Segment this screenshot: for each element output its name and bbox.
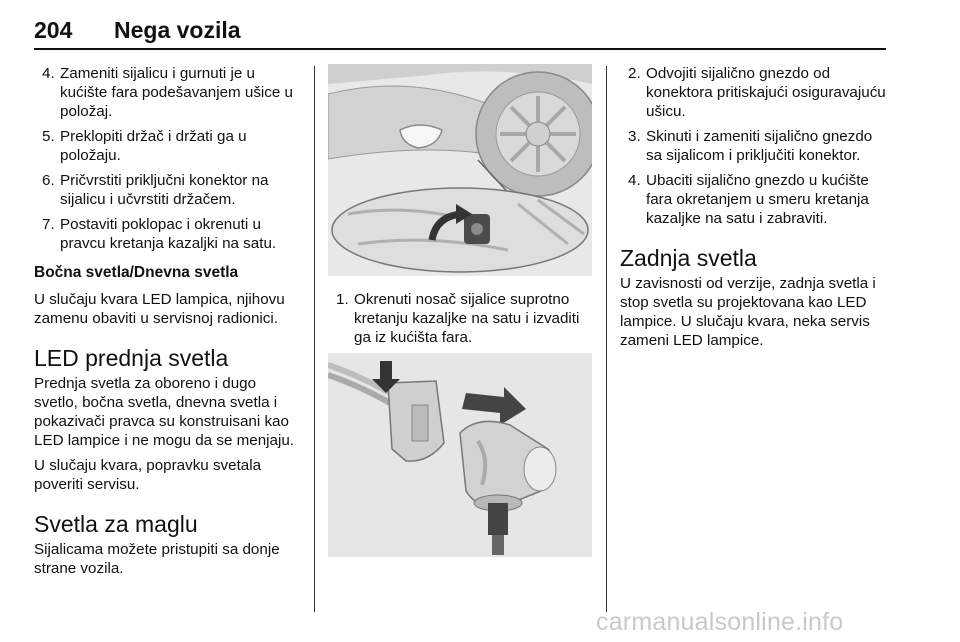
fog-light-access-illustration	[328, 64, 592, 276]
fog-lights-text: Sijalicama možete pristupiti sa donje strane vozila.	[34, 541, 280, 577]
step-item	[34, 127, 302, 165]
step-number: 1.	[336, 291, 349, 308]
step-number: 3.	[628, 128, 641, 145]
step-item	[620, 127, 890, 165]
step-number: 4.	[628, 172, 641, 189]
step-text: Pričvrstiti priključni konektor na sijalicu i učvrstiti držačem.	[60, 172, 269, 208]
steps-list-middle	[328, 290, 592, 347]
step-text: Okrenuti nosač sijalice suprotno kretanju kazaljke na satu i izvaditi ga iz kućišta fara.	[354, 291, 580, 346]
step-number: 5.	[42, 128, 55, 145]
column-divider-right	[606, 66, 607, 612]
bulb-socket-illustration	[328, 353, 592, 557]
step-item	[34, 171, 302, 209]
steps-list-right	[620, 64, 890, 228]
step-item	[34, 64, 302, 121]
steps-list-left	[34, 64, 302, 253]
step-number: 6.	[42, 172, 55, 189]
watermark: carmanualsonline.info	[596, 608, 844, 636]
step-text: Skinuti i zameniti sijalično gnezdo sa sijalicom i priključiti konektor.	[646, 128, 873, 164]
step-text: Ubaciti sijalično gnezdo u kućište fara okretanjem u smeru kretanja kazaljke na satu i zabraviti.	[646, 172, 869, 227]
step-number: 2.	[628, 65, 641, 82]
column-right	[620, 64, 890, 356]
step-text: Preklopiti držač i držati ga u položaju.	[60, 128, 247, 164]
step-item	[34, 215, 302, 253]
page-header	[34, 10, 886, 50]
step-text: Zameniti sijalicu i gurnuti je u kućište fara podešavanjem ušice u položaj.	[60, 65, 294, 120]
step-item	[620, 171, 890, 228]
column-divider-left	[314, 66, 315, 612]
page-title: Nega vozila	[114, 17, 241, 43]
section-title-fog-lights: Svetla za maglu	[34, 511, 198, 537]
led-repair-text: U slučaju kvara, popravku svetala poveriti servisu.	[34, 457, 262, 493]
column-middle	[328, 64, 592, 557]
rear-lights-text: U zavisnosti od verzije, zadnja svetla i stop svetla su projektovana kao LED lampice. U slučaju kvara, neka servis zameni LED lampice.	[620, 275, 876, 349]
column-left	[34, 64, 302, 584]
step-item	[620, 64, 890, 121]
step-text: Odvojiti sijalično gnezdo od konektora pritiskajući osiguravajuću ušicu.	[646, 65, 886, 120]
page-number: 204	[34, 17, 73, 43]
step-text: Postaviti poklopac i okrenuti u pravcu kretanja kazaljki na satu.	[60, 216, 277, 252]
subheading-side-lights: Bočna svetla/Dnevna svetla	[34, 264, 239, 281]
step-item	[328, 290, 592, 347]
section-title-rear-lights: Zadnja svetla	[620, 245, 757, 271]
side-lights-text: U slučaju kvara LED lampica, njihovu zamenu obaviti u servisnoj radionici.	[34, 291, 285, 327]
step-number: 7.	[42, 216, 55, 233]
section-title-led-headlights: LED prednja svetla	[34, 345, 229, 371]
step-number: 4.	[42, 65, 55, 82]
led-headlights-text: Prednja svetla za oboreno i dugo svetlo, bočna svetla, dnevna svetla i pokazivači pravca su konstruisani kao LED lampice i ne mogu da se menjaju.	[34, 375, 295, 449]
